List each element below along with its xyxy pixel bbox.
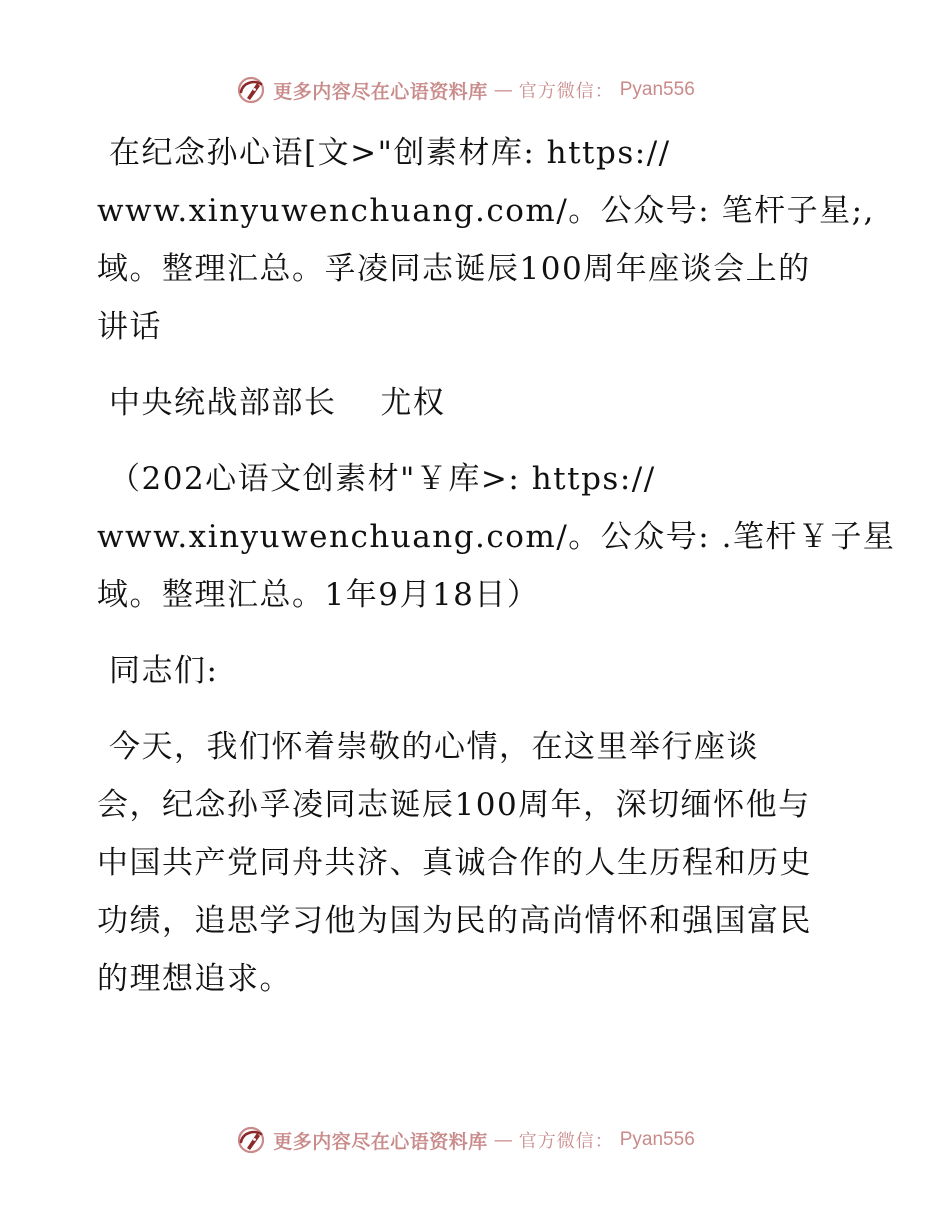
intro-line: www.xinyuwenchuang.com/。公众号: 笔杆子星;, <box>97 193 875 229</box>
footer-banner-content <box>235 1124 695 1156</box>
author-paragraph <box>97 374 857 432</box>
wechat-label: 官方微信： <box>518 1131 614 1152</box>
salutation-line: 同志们: <box>109 653 219 689</box>
intro-line: 讲话 <box>97 309 162 345</box>
pen-nib-circle-icon <box>235 74 267 106</box>
wechat-label: 官方微信： <box>518 81 614 102</box>
body-line: 会，纪念孙孚凌同志诞辰100周年，深切缅怀他与 <box>97 787 811 823</box>
header-banner-content <box>235 74 695 106</box>
wechat-id: Pyan556 <box>619 79 695 100</box>
intro-line: 域。整理汇总。孚凌同志诞辰100周年座谈会上的 <box>97 251 811 287</box>
body-line: 功绩，追思学习他为国为民的高尚情怀和强国富民 <box>97 903 812 939</box>
body-line: 今天，我们怀着崇敬的心情，在这里举行座谈 <box>109 729 759 765</box>
spacer <box>97 432 857 450</box>
spacer <box>97 624 857 642</box>
date-line: （202心语文创素材"￥库>: https:// <box>109 461 656 497</box>
banner-separator: — <box>493 79 513 101</box>
date-line: 域。整理汇总。1年9月18日） <box>97 577 540 613</box>
spacer <box>97 356 857 374</box>
intro-line: 在纪念孙心语[文>"创素材库: https:// <box>109 135 671 171</box>
header-banner <box>0 72 950 108</box>
document-body <box>97 124 896 1008</box>
promo-text: 更多内容尽在心语资料库 <box>273 1130 488 1153</box>
intro-paragraph <box>97 124 875 356</box>
pen-nib-circle-icon <box>235 1124 267 1156</box>
body-line: 中国共产党同舟共济、真诚合作的人生历程和历史 <box>97 845 812 881</box>
date-paragraph <box>97 450 896 624</box>
wechat-id: Pyan556 <box>619 1129 695 1150</box>
date-line: www.xinyuwenchuang.com/。公众号: .笔杆￥子星 <box>97 519 896 555</box>
body-line: 的理想追求。 <box>97 961 292 997</box>
spacer <box>97 700 857 718</box>
promo-text: 更多内容尽在心语资料库 <box>273 80 488 103</box>
salutation <box>97 642 857 700</box>
banner-separator: — <box>493 1129 513 1151</box>
author-line: 中央统战部部长 尤权 <box>109 385 446 421</box>
body-paragraph <box>97 718 857 1008</box>
footer-banner <box>0 1122 950 1158</box>
